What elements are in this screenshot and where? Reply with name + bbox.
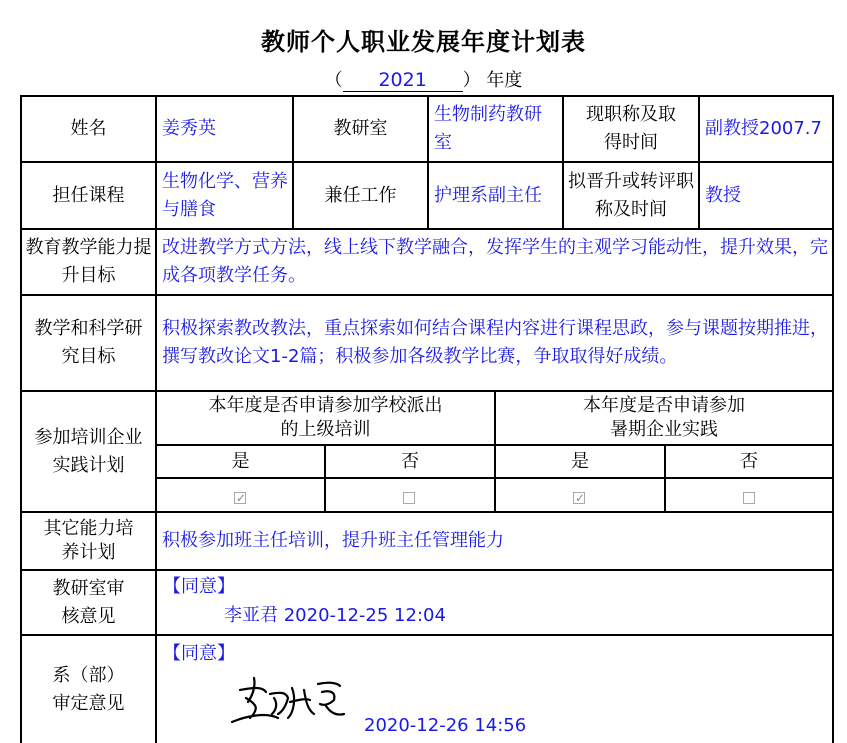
title-label: 现职称及取得时间 bbox=[586, 104, 676, 153]
course-label: 担任课程 bbox=[52, 184, 125, 206]
department-approval-datetime: 2020-12-26 14:56 bbox=[364, 715, 527, 736]
teaching-office-review-label: 教研室审核意见 bbox=[52, 577, 125, 627]
enterprise-practice-yes-label: 是 bbox=[571, 450, 589, 472]
enterprise-practice-header: 本年度是否申请参加暑期企业实践 bbox=[583, 395, 745, 440]
department-opinion: 【同意】 bbox=[163, 643, 235, 664]
document-title: 教师个人职业发展年度计划表 bbox=[261, 28, 586, 56]
department-approval-label: 系（部）审定意见 bbox=[52, 664, 125, 714]
teaching-goal-value: 改进教学方式方法，线上线下教学融合，发挥学生的主观学习能动性，提升效果，完成各项教学任务。 bbox=[162, 237, 828, 286]
other-plan-label: 其它能力培养计划 bbox=[43, 518, 134, 563]
research-goal-label: 教学和科学研究目标 bbox=[34, 318, 143, 367]
other-plan-value: 积极参加班主任培训，提升班主任管理能力 bbox=[162, 530, 504, 551]
title-value: 副教授2007.7 bbox=[705, 118, 822, 139]
duty-label: 兼任工作 bbox=[324, 184, 397, 206]
school-training-yes-checkbox[interactable] bbox=[234, 492, 246, 504]
handwritten-signature bbox=[226, 668, 356, 736]
school-training-no-checkbox[interactable] bbox=[403, 492, 415, 504]
checkmark-icon: ✓ bbox=[574, 491, 586, 505]
teaching-office-signer: 李亚君 2020-12-25 12:04 bbox=[224, 605, 446, 626]
enterprise-practice-yes-checkbox[interactable] bbox=[573, 492, 585, 504]
promotion-value: 教授 bbox=[705, 184, 741, 206]
dept-value: 生物制药教研室 bbox=[434, 104, 542, 153]
teaching-goal-label: 教育教学能力提升目标 bbox=[25, 237, 152, 286]
training-plan-label: 参加培训企业实践计划 bbox=[34, 426, 143, 476]
dept-label: 教研室 bbox=[333, 118, 388, 139]
teaching-office-opinion: 【同意】 bbox=[163, 576, 235, 597]
promotion-label: 拟晋升或转评职称及时间 bbox=[568, 170, 694, 220]
school-training-header: 本年度是否申请参加学校派出的上级培训 bbox=[208, 395, 443, 440]
school-training-yes-label: 是 bbox=[231, 450, 250, 472]
school-training-no-label: 否 bbox=[401, 450, 419, 472]
year-close-paren: ） bbox=[462, 70, 481, 91]
course-value: 生物化学、营养与膳食 bbox=[162, 170, 288, 220]
name-value: 姜秀英 bbox=[162, 118, 216, 139]
duty-value: 护理系副主任 bbox=[434, 184, 542, 206]
checkmark-icon: ✓ bbox=[235, 491, 247, 505]
enterprise-practice-no-checkbox[interactable] bbox=[743, 492, 755, 504]
year-value: 2021 bbox=[343, 69, 463, 92]
name-label: 姓名 bbox=[70, 118, 107, 139]
year-suffix: 年度 bbox=[486, 70, 523, 91]
year-open-paren: （ bbox=[324, 70, 343, 91]
research-goal-value: 积极探索教改教法，重点探索如何结合课程内容进行课程思政，参与课题按期推进，撰写教改论文1-2篇；积极参加各级教学比赛，争取取得好成绩。 bbox=[162, 318, 828, 367]
enterprise-practice-no-label: 否 bbox=[740, 450, 758, 472]
